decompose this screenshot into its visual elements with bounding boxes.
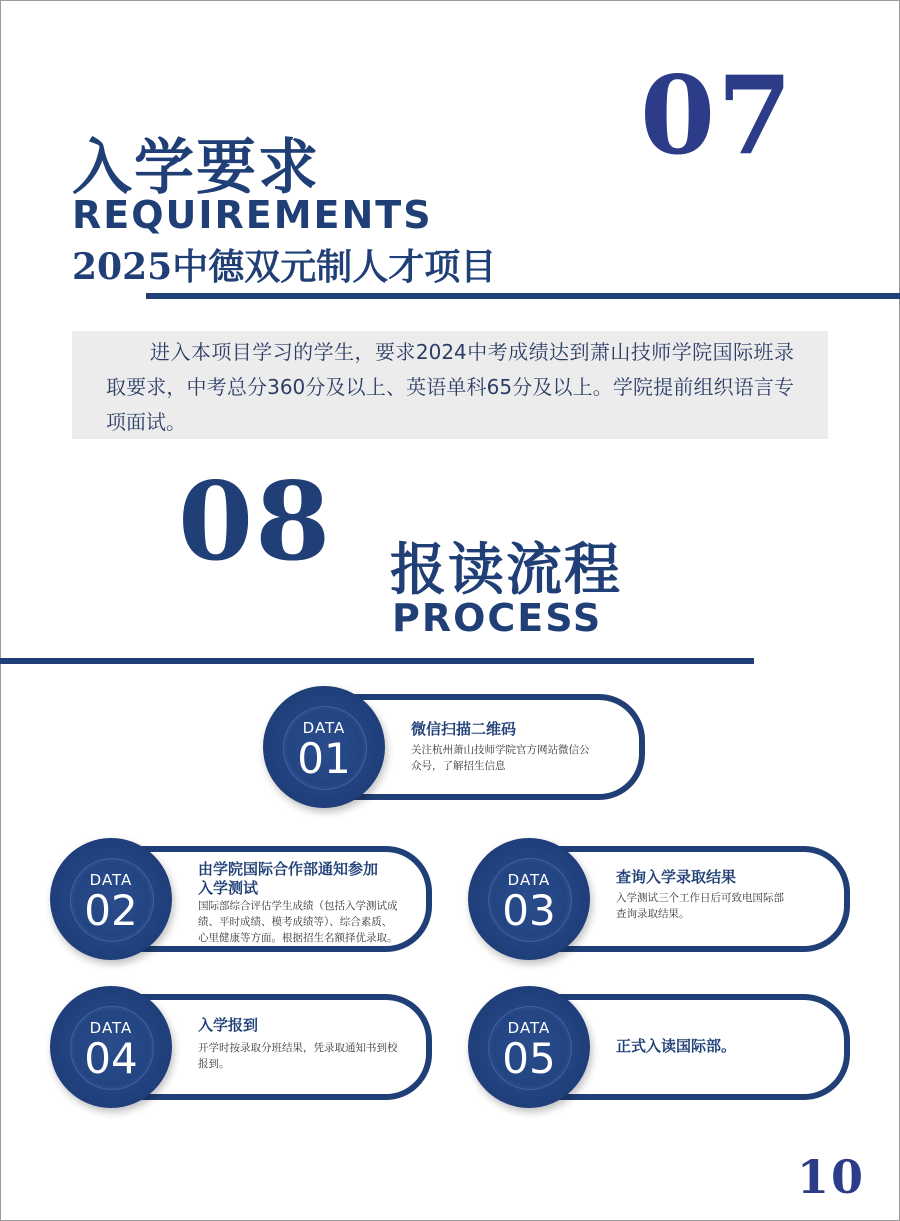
process-step-03 <box>468 838 850 960</box>
step-badge-number: 01 <box>297 734 351 783</box>
page-number: 10 <box>797 1150 866 1204</box>
divider-line <box>0 658 754 664</box>
step-badge-label: DATA <box>507 1019 551 1037</box>
divider-line <box>146 293 900 299</box>
step-badge-label: DATA <box>89 871 133 889</box>
section-number-07: 07 <box>640 53 795 179</box>
process-step-02 <box>50 838 432 960</box>
step-title: 入学报到 <box>198 1016 259 1034</box>
step-description: 入学测试三个工作日后可致电国际部查询录取结果。 <box>616 892 784 920</box>
requirements-text: 进入本项目学习的学生，要求2024中考成绩达到萧山技师学院国际班录取要求，中考总分360分及以上、英语单科65分及以上。学院提前组织语言专项面试。 <box>72 331 828 439</box>
step-title: 微信扫描二维码 <box>411 720 517 738</box>
step-badge-number: 02 <box>84 886 138 935</box>
step-badge-label: DATA <box>302 719 346 737</box>
step-badge <box>50 838 172 960</box>
step-badge-label: DATA <box>89 1019 133 1037</box>
requirements-title-cn: 入学要求 <box>72 133 320 203</box>
step-description: 关注杭州萧山技师学院官方网站微信公众号，了解招生信息 <box>411 744 590 772</box>
step-badge-number: 03 <box>502 886 556 935</box>
process-step-04 <box>50 986 432 1108</box>
process-title-cn: 报读流程 <box>390 538 622 603</box>
step-description: 国际部综合评估学生成绩（包括入学测试成绩、平时成绩、模考成绩等）、综合素质、心里健康等方面。根据招生名额择优录取。 <box>198 900 398 944</box>
step-badge-label: DATA <box>507 871 551 889</box>
step-title: 由学院国际合作部通知参加入学测试 <box>198 860 379 897</box>
step-badge-number: 04 <box>84 1034 138 1083</box>
step-description: 开学时按录取分班结果，凭录取通知书到校报到。 <box>198 1042 398 1070</box>
step-title: 正式入读国际部。 <box>616 1037 737 1055</box>
step-title: 查询入学录取结果 <box>616 868 737 886</box>
step-badge <box>50 986 172 1108</box>
step-badge <box>468 838 590 960</box>
step-badge <box>468 986 590 1108</box>
step-badge-number: 05 <box>502 1034 556 1083</box>
requirements-title-en: REQUIREMENTS <box>72 193 433 237</box>
step-badge <box>263 686 385 808</box>
program-subtitle: 2025中德双元制人才项目 <box>72 246 497 288</box>
process-step-01 <box>263 686 645 808</box>
process-step-05 <box>468 986 850 1108</box>
process-title-en: PROCESS <box>392 596 603 640</box>
section-number-08: 08 <box>178 459 333 585</box>
